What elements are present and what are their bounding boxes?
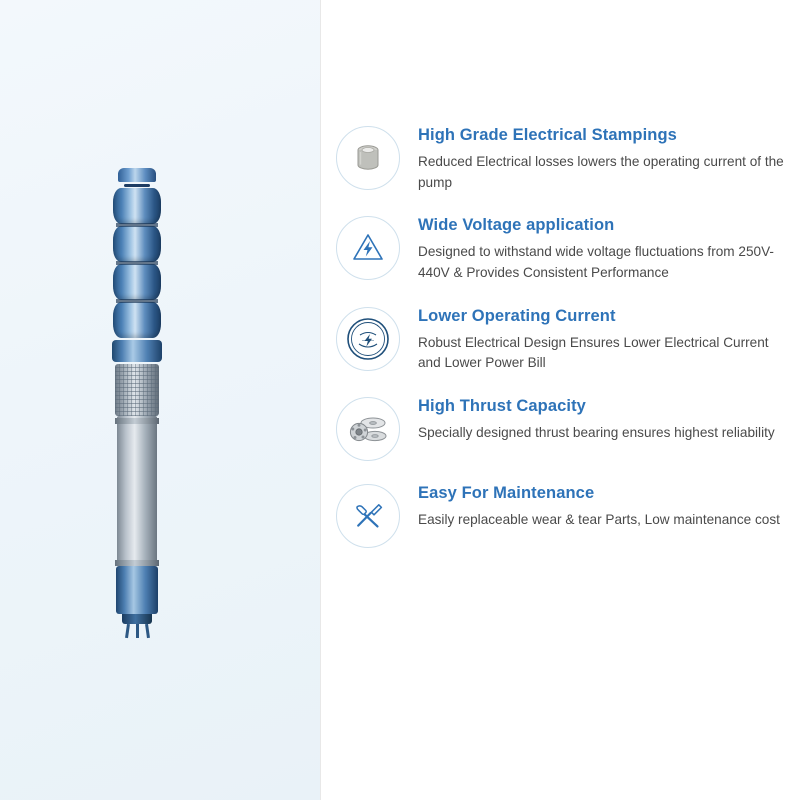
wrench-screwdriver-icon — [336, 484, 400, 548]
pump-stage — [113, 264, 161, 300]
voltage-bolt-triangle-icon — [336, 216, 400, 280]
pump-stage — [113, 302, 161, 338]
pump-top-slot — [124, 184, 150, 187]
feature-description: Specially designed thrust bearing ensures highest reliability — [418, 424, 775, 440]
feature-title: High Grade Electrical Stampings — [418, 126, 677, 144]
feature-title: High Thrust Capacity — [418, 396, 586, 415]
feature-description: Reduced Electrical losses lowers the operating current of the pump — [418, 153, 784, 190]
pump-stage — [113, 226, 161, 262]
pump-stage-seam — [116, 299, 158, 303]
feature-text — [418, 482, 788, 531]
feature-item — [336, 395, 788, 461]
pump-leg — [136, 624, 139, 638]
feature-text — [418, 214, 788, 283]
pump-motor-housing — [117, 416, 157, 564]
feature-description: Designed to withstand wide voltage fluctuations from 250V-440V & Provides Consistent Performance — [418, 244, 774, 280]
panel-divider — [320, 0, 321, 800]
pump-discharge-cap — [118, 168, 156, 182]
pump-motor-base — [116, 566, 158, 614]
metal-stamping-ring-icon — [336, 126, 400, 190]
feature-list — [336, 124, 788, 569]
feature-item — [336, 124, 788, 193]
energy-efficient-badge-icon — [336, 307, 400, 371]
pump-leg — [125, 624, 130, 638]
feature-text — [418, 395, 788, 444]
feature-description: Robust Electrical Design Ensures Lower Electrical Current and Lower Power Bill — [418, 334, 769, 371]
feature-description: Easily replaceable wear & tear Parts, Low maintenance cost — [418, 511, 780, 527]
pump-collar — [112, 340, 162, 362]
pump-stage — [113, 188, 161, 224]
feature-item — [336, 305, 788, 374]
feature-text — [418, 305, 788, 374]
product-image-panel — [0, 0, 320, 800]
thrust-bearing-discs-icon — [336, 397, 400, 461]
pump-intake-screen — [115, 364, 159, 416]
pump-foot — [122, 614, 152, 624]
feature-item — [336, 482, 788, 548]
feature-item — [336, 214, 788, 283]
feature-title: Lower Operating Current — [418, 306, 616, 325]
pump-stage-seam — [116, 223, 158, 227]
feature-title: Easy For Maintenance — [418, 483, 595, 502]
pump-stage-seam — [116, 261, 158, 265]
pump-leg — [145, 624, 150, 638]
feature-text — [418, 124, 788, 193]
submersible-pump-illustration — [104, 168, 170, 638]
pump-housing-band — [115, 418, 159, 424]
feature-title: Wide Voltage application — [418, 216, 615, 235]
